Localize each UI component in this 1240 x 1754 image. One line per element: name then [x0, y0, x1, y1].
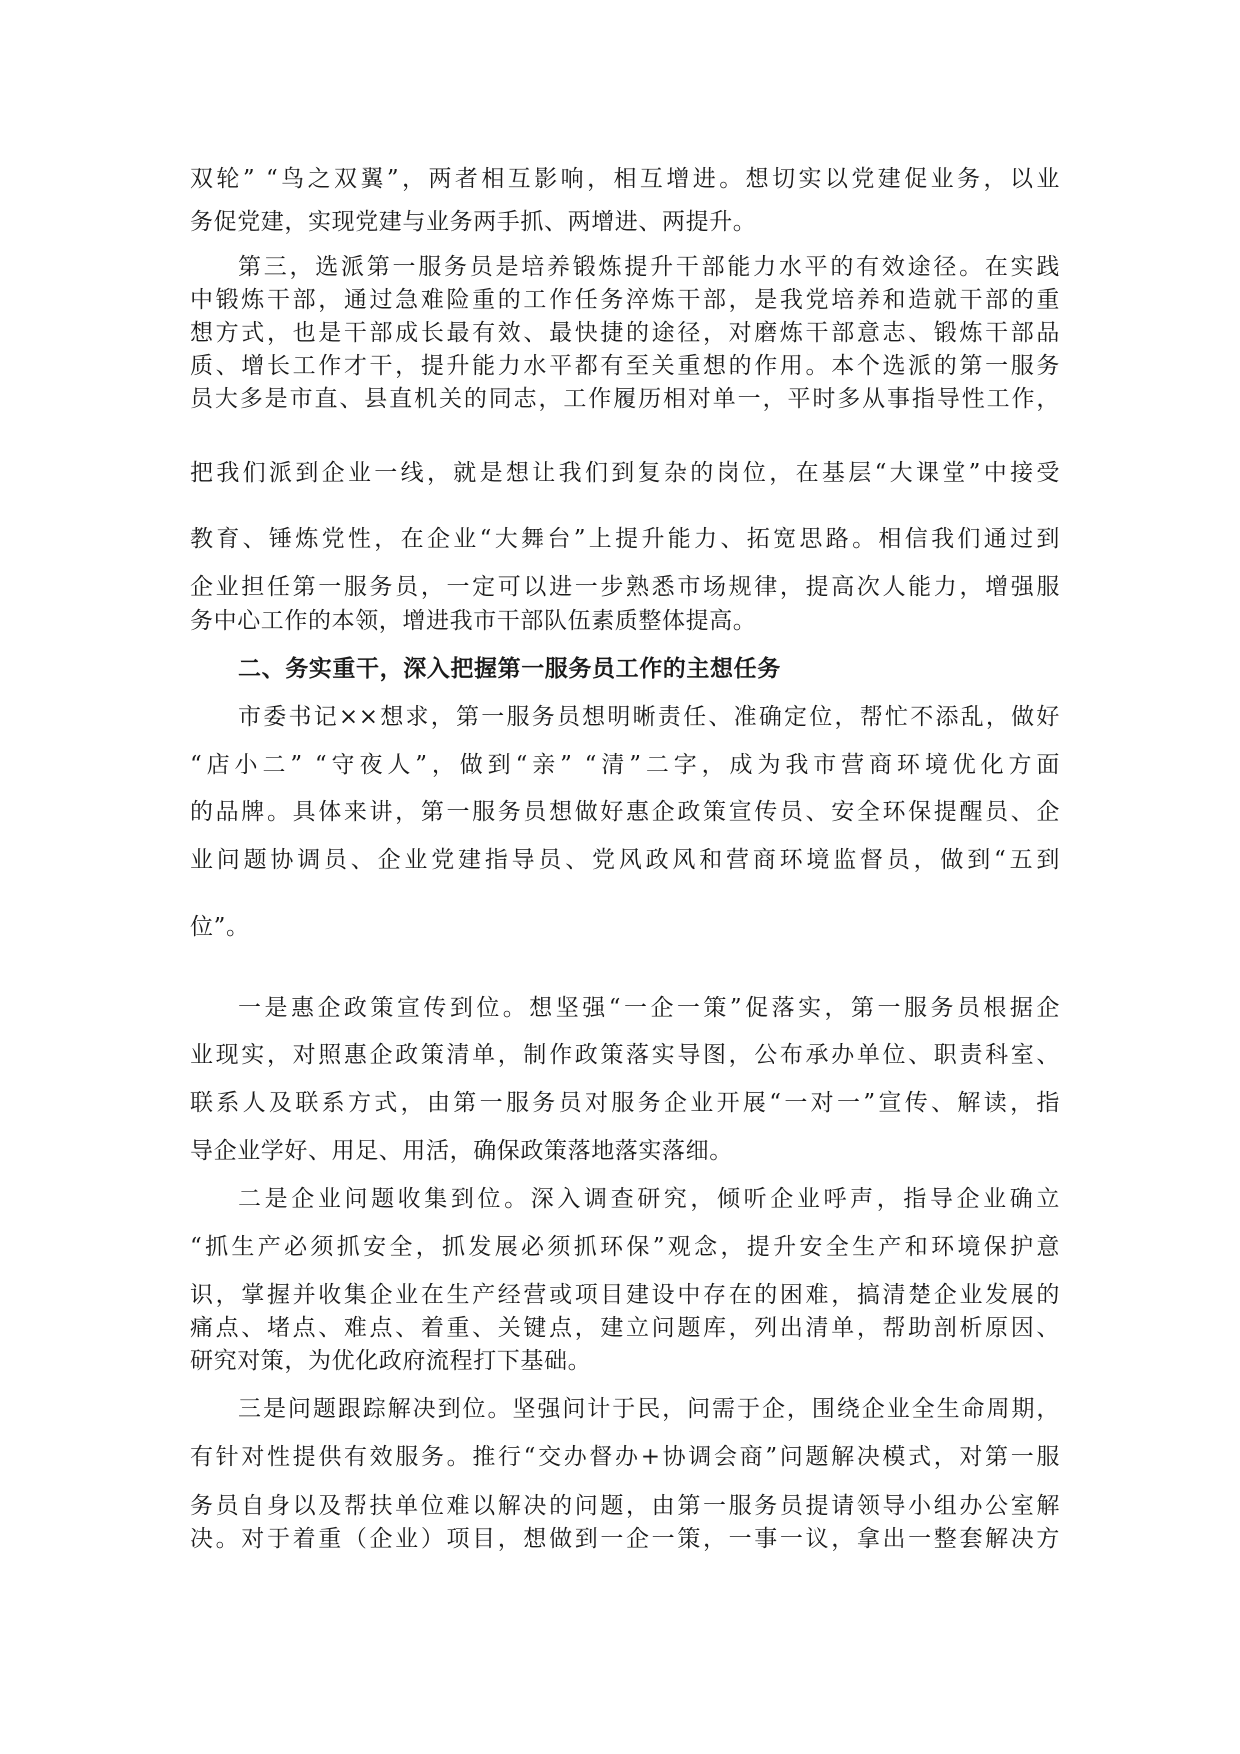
paragraph-line: 质、增长工作才干，提升能力水平都有至关重想的作用。本个选派的第一服务	[190, 353, 1060, 379]
paragraph-line: 企业担任第一服务员，一定可以进一步熟悉市场规律，提高次人能力，增强服	[190, 574, 1060, 600]
paragraph-line: 业问题协调员、企业党建指导员、党风政风和营商环境监督员，做到“五到	[190, 847, 1060, 873]
paragraph-line: 三是问题跟踪解决到位。坚强问计于民，问需于企，围绕企业全生命周期，	[238, 1396, 1060, 1422]
paragraph-line: 导企业学好、用足、用活，确保政策落地落实落细。	[190, 1138, 733, 1164]
paragraph-line: 中锻炼干部，通过急难险重的工作任务淬炼干部，是我党培养和造就干部的重	[190, 287, 1060, 313]
paragraph-line: 有针对性提供有效服务。推行“交办督办+协调会商”问题解决模式，对第一服	[190, 1444, 1060, 1470]
paragraph-line: 员大多是市直、县直机关的同志，工作履历相对单一，平时多从事指导性工作，	[190, 386, 1060, 412]
paragraph-line: “店小二” “守夜人”，做到“亲” “清”二字，成为我市营商环境优化方面	[190, 752, 1060, 778]
paragraph-line: 的品牌。具体来讲，第一服务员想做好惠企政策宣传员、安全环保提醒员、企	[190, 799, 1060, 825]
paragraph-line: 双轮” “鸟之双翼”，两者相互影响，相互增进。想切实以党建促业务，以业	[190, 166, 1060, 192]
paragraph-line: 想方式，也是干部成长最有效、最快捷的途径，对磨炼干部意志、锻炼干部品	[190, 320, 1060, 346]
paragraph-line: 务促党建，实现党建与业务两手抓、两增进、两提升。	[190, 209, 757, 235]
paragraph-line: 研究对策，为优化政府流程打下基础。	[190, 1348, 592, 1374]
paragraph-line: 市委书记××想求，第一服务员想明晰责任、准确定位，帮忙不添乱，做好	[238, 704, 1060, 730]
paragraph-line: 决。对于着重（企业）项目，想做到一企一策，一事一议，拿出一整套解决方	[190, 1526, 1060, 1552]
paragraph-line: 务员自身以及帮扶单位难以解决的问题，由第一服务员提请领导小组办公室解	[190, 1493, 1060, 1519]
paragraph-line: 业现实，对照惠企政策清单，制作政策落实导图，公布承办单位、职责科室、	[190, 1042, 1060, 1068]
paragraph-line: 教育、锤炼党性，在企业“大舞台”上提升能力、拓宽思路。相信我们通过到	[190, 526, 1060, 552]
paragraph-line: 联系人及联系方式，由第一服务员对服务企业开展“一对一”宣传、解读，指	[190, 1090, 1060, 1116]
paragraph-line: 务中心工作的本领，增进我市干部队伍素质整体提高。	[190, 608, 757, 634]
paragraph-line: 识，掌握并收集企业在生产经营或项目建设中存在的困难，搞清楚企业发展的	[190, 1282, 1060, 1308]
paragraph-line: 第三，选派第一服务员是培养锻炼提升干部能力水平的有效途径。在实践	[238, 254, 1060, 280]
paragraph-line: 把我们派到企业一线，就是想让我们到复杂的岗位，在基层“大课堂”中接受	[190, 460, 1060, 486]
paragraph-line: 位”。	[190, 914, 250, 940]
paragraph-line: “抓生产必须抓安全，抓发展必须抓环保”观念，提升安全生产和环境保护意	[190, 1234, 1060, 1260]
paragraph-line: 二是企业问题收集到位。深入调查研究，倾听企业呼声，指导企业确立	[238, 1186, 1060, 1212]
paragraph-line: 痛点、堵点、难点、着重、关键点，建立问题库，列出清单，帮助剖析原因、	[190, 1315, 1060, 1341]
paragraph-line: 一是惠企政策宣传到位。想坚强“一企一策”促落实，第一服务员根据企	[238, 995, 1060, 1021]
section-heading: 二、务实重干，深入把握第一服务员工作的主想任务	[238, 655, 781, 682]
